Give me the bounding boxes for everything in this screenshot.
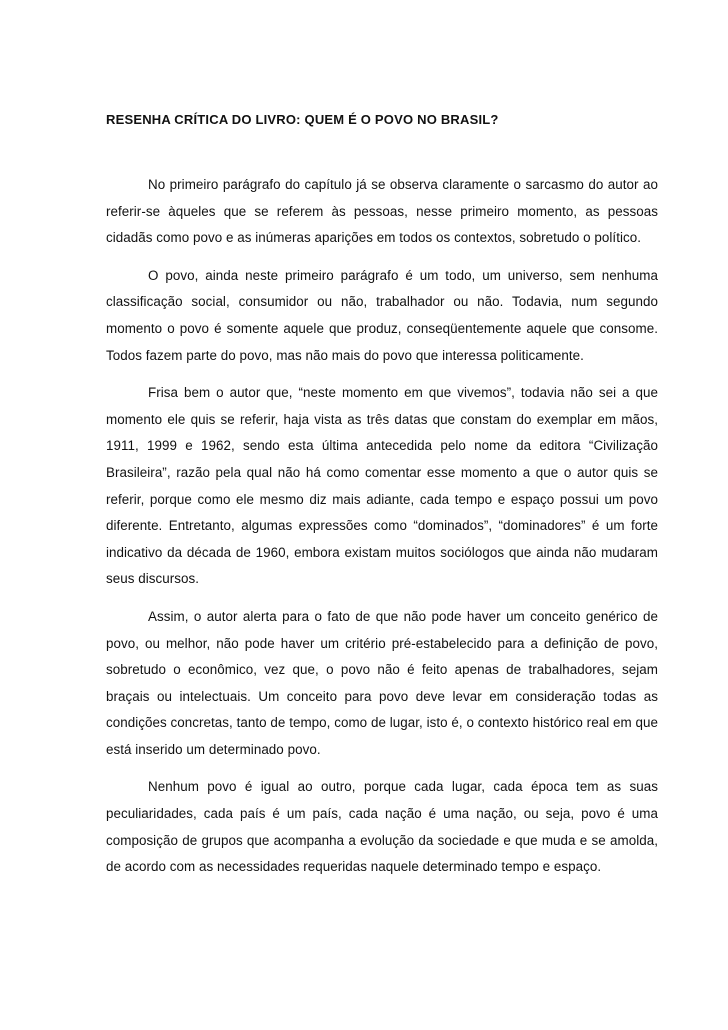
document-title: RESENHA CRÍTICA DO LIVRO: QUEM É O POVO NO BRASIL? [106,112,499,127]
paragraph-1: No primeiro parágrafo do capítulo já se observa claramente o sarcasmo do autor ao referir-se àqueles que se referem às pessoas, nesse primeiro momento, as pessoas cidadãs como povo e as inúmeras aparições em todos os contextos, sobretudo o político. [106,177,658,246]
paragraph-5: Nenhum povo é igual ao outro, porque cada lugar, cada época tem as suas peculiaridades, cada país é um país, cada nação é uma nação, ou seja, povo é uma composição de grupos que acompanha a evolução da sociedade e que muda e se amolda, de acordo com as necessidades requeridas naquele determinado tempo e espaço. [106,779,658,875]
paragraph-3: Frisa bem o autor que, “neste momento em que vivemos”, todavia não sei a que momento ele quis se referir, haja vista as três datas que constam do exemplar em mãos, 1911, 1999 e 1962, sendo esta última antecedida pelo nome da editora “Civilização Brasileira”, razão pela qual não há como comentar esse momento a que o autor quis se referir, porque como ele mesmo diz mais adiante, cada tempo e espaço possui um povo diferente. Entretanto, algumas expressões como “dominados”, “dominadores” é um forte indicativo da década de 1960, embora existam muitos sociólogos que ainda não mudaram seus discursos. [106,385,658,587]
paragraph-2: O povo, ainda neste primeiro parágrafo é um todo, um universo, sem nenhuma classificação social, consumidor ou não, trabalhador ou não. Todavia, num segundo momento o povo é somente aquele que produz, conseqüentemente aquele que consome. Todos fazem parte do povo, mas não mais do povo que interessa politicamente. [106,267,658,363]
paragraph-4: Assim, o autor alerta para o fato de que não pode haver um conceito genérico de povo, ou melhor, não pode haver um critério pré-estabelecido para a definição de povo, sobretudo o econômico, vez que, o povo não é feito apenas de trabalhadores, sejam braçais ou intelectuais. Um conceito para povo deve levar em consideração todas as condições concretas, tanto de tempo, como de lugar, isto é, o contexto histórico real em que está inserido um determinado povo. [106,608,658,757]
document-body [106,172,658,892]
